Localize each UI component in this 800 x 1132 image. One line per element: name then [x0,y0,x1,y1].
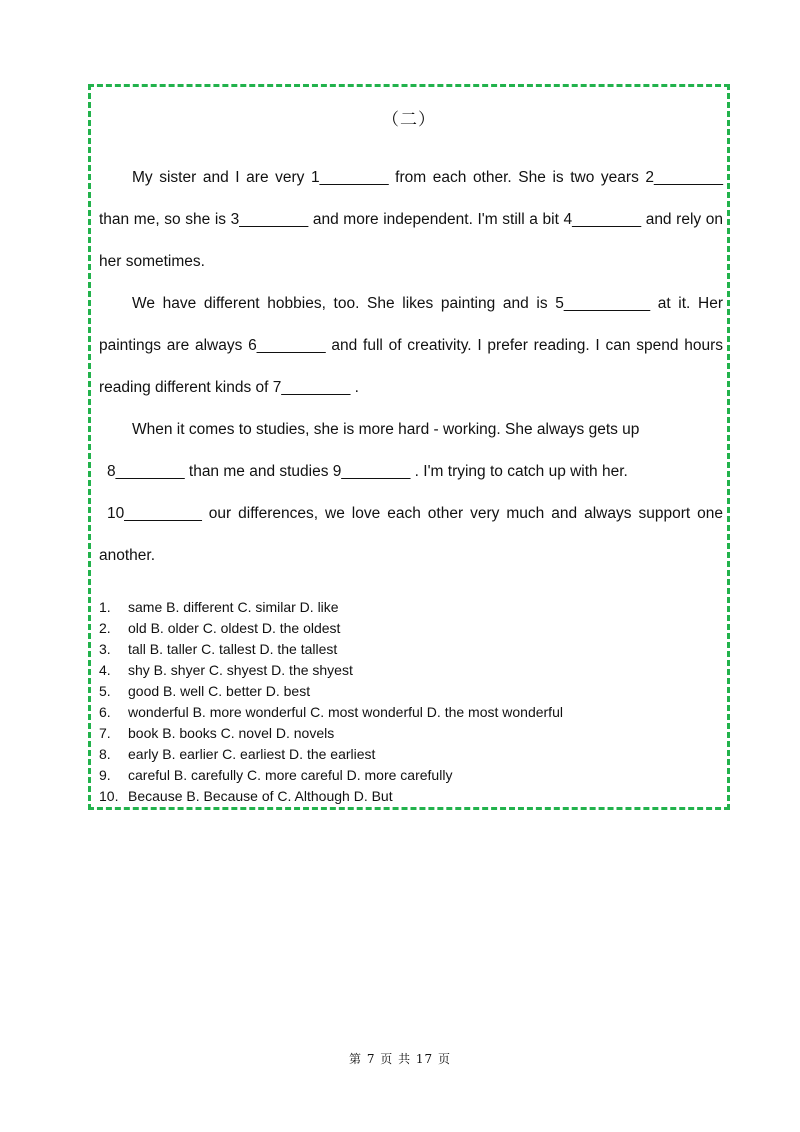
paragraph-3: When it comes to studies, she is more hard - working. She always gets up [132,421,640,438]
exercise-frame [88,84,730,810]
option-number: 5. [99,683,111,699]
paragraph-5: 10_________ our differences, we love each other very much and always support one another. [99,505,723,564]
cloze-passage [99,157,723,577]
option-text: tall B. taller C. tallest D. the tallest [128,641,338,657]
paragraph-2: We have different hobbies, too. She likes painting and is 5__________ at it. Her paintings are always 6________ and full of creativity. I prefer reading. I can spend hours reading different kinds of 7________ . [99,295,723,396]
option-item [99,681,563,702]
option-number: 2. [99,620,111,636]
option-text: book B. books C. novel D. novels [128,725,335,741]
paragraph-4: 8________ than me and studies 9________ . I'm trying to catch up with her. [107,463,628,480]
section-title: （二） [382,110,436,129]
option-text: same B. different C. similar D. like [128,599,339,615]
option-text: early B. earlier C. earliest D. the earliest [128,746,376,762]
option-item [99,639,563,660]
option-number: 6. [99,704,111,720]
options-list [99,597,563,807]
option-item [99,786,563,807]
option-number: 8. [99,746,111,762]
option-text: old B. older C. oldest D. the oldest [128,620,341,636]
option-item [99,660,563,681]
option-item [99,765,563,786]
option-text: wonderful B. more wonderful C. most wonderful D. the most wonderful [128,704,563,720]
option-number: 10. [99,788,119,804]
paragraph-1: My sister and I are very 1________ from each other. She is two years 2________ than me, so she is 3________ and more independent. I'm still a bit 4________ and rely on her sometimes. [99,169,723,270]
option-item [99,597,563,618]
option-text: Because B. Because of C. Although D. But [128,788,393,804]
option-text: careful B. carefully C. more careful D. more carefully [128,767,453,783]
option-text: shy B. shyer C. shyest D. the shyest [128,662,353,678]
option-number: 7. [99,725,111,741]
option-item [99,723,563,744]
option-item [99,702,563,723]
option-text: good B. well C. better D. best [128,683,311,699]
option-number: 3. [99,641,111,657]
option-item [99,744,563,765]
option-number: 9. [99,767,111,783]
page-footer: 第 7 页 共 17 页 [349,1052,451,1066]
option-item [99,618,563,639]
option-number: 4. [99,662,111,678]
option-number: 1. [99,599,111,615]
